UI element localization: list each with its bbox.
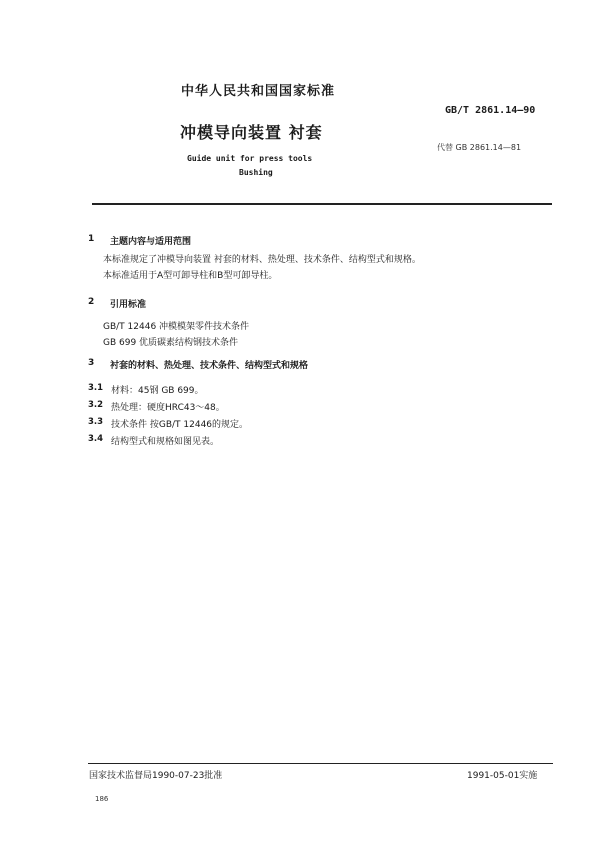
clause-3-3-number: 3.3 [88,417,104,427]
clause-3-4-text: 结构型式和规格如图见表。 [111,437,220,447]
section-2-title: 引用标准 [110,300,147,310]
reference-1: GB/T 12446 冲模模架零件技术条件 [103,322,250,332]
footer-divider [88,763,553,764]
section-3-number: 3 [88,358,95,368]
clause-3-1-text: 材料：45钢 GB 699。 [111,386,204,396]
section-1-line-1: 本标准规定了冲模导向装置 衬套的材料、热处理、技术条件、结构型式和规格。 [103,255,421,265]
section-1-number: 1 [88,234,95,244]
replaces-standard: 代替 GB 2861.14—81 [437,143,522,152]
section-1-title: 主题内容与适用范围 [110,237,192,247]
page-number: 186 [95,795,109,803]
clause-3-4-number: 3.4 [88,434,104,444]
section-1-line-2: 本标准适用于A型可卸导柱和B型可卸导柱。 [103,271,278,281]
clause-3-2-text: 热处理：硬度HRC43～48。 [111,403,225,413]
section-3-title: 衬套的材料、热处理、技术条件、结构型式和规格 [110,361,309,371]
header-divider [92,203,552,205]
implementation-date: 1991-05-01实施 [467,771,538,781]
clause-3-2-number: 3.2 [88,400,104,410]
clause-3-3-text: 技术条件 按GB/T 12446的规定。 [111,420,249,430]
national-standard-label: 中华人民共和国国家标准 [181,84,336,99]
clause-3-1-number: 3.1 [88,383,104,393]
document-title-en-line1: Guide unit for press tools [187,154,313,163]
document-title-cn: 冲模导向装置 衬套 [180,123,323,142]
approval-date: 国家技术监督局1990-07-23批准 [89,771,223,781]
section-2-number: 2 [88,297,95,307]
reference-2: GB 699 优质碳素结构钢技术条件 [103,338,239,348]
standard-number: GB/T 2861.14—90 [445,105,536,116]
document-title-en-line2: Bushing [239,168,273,177]
